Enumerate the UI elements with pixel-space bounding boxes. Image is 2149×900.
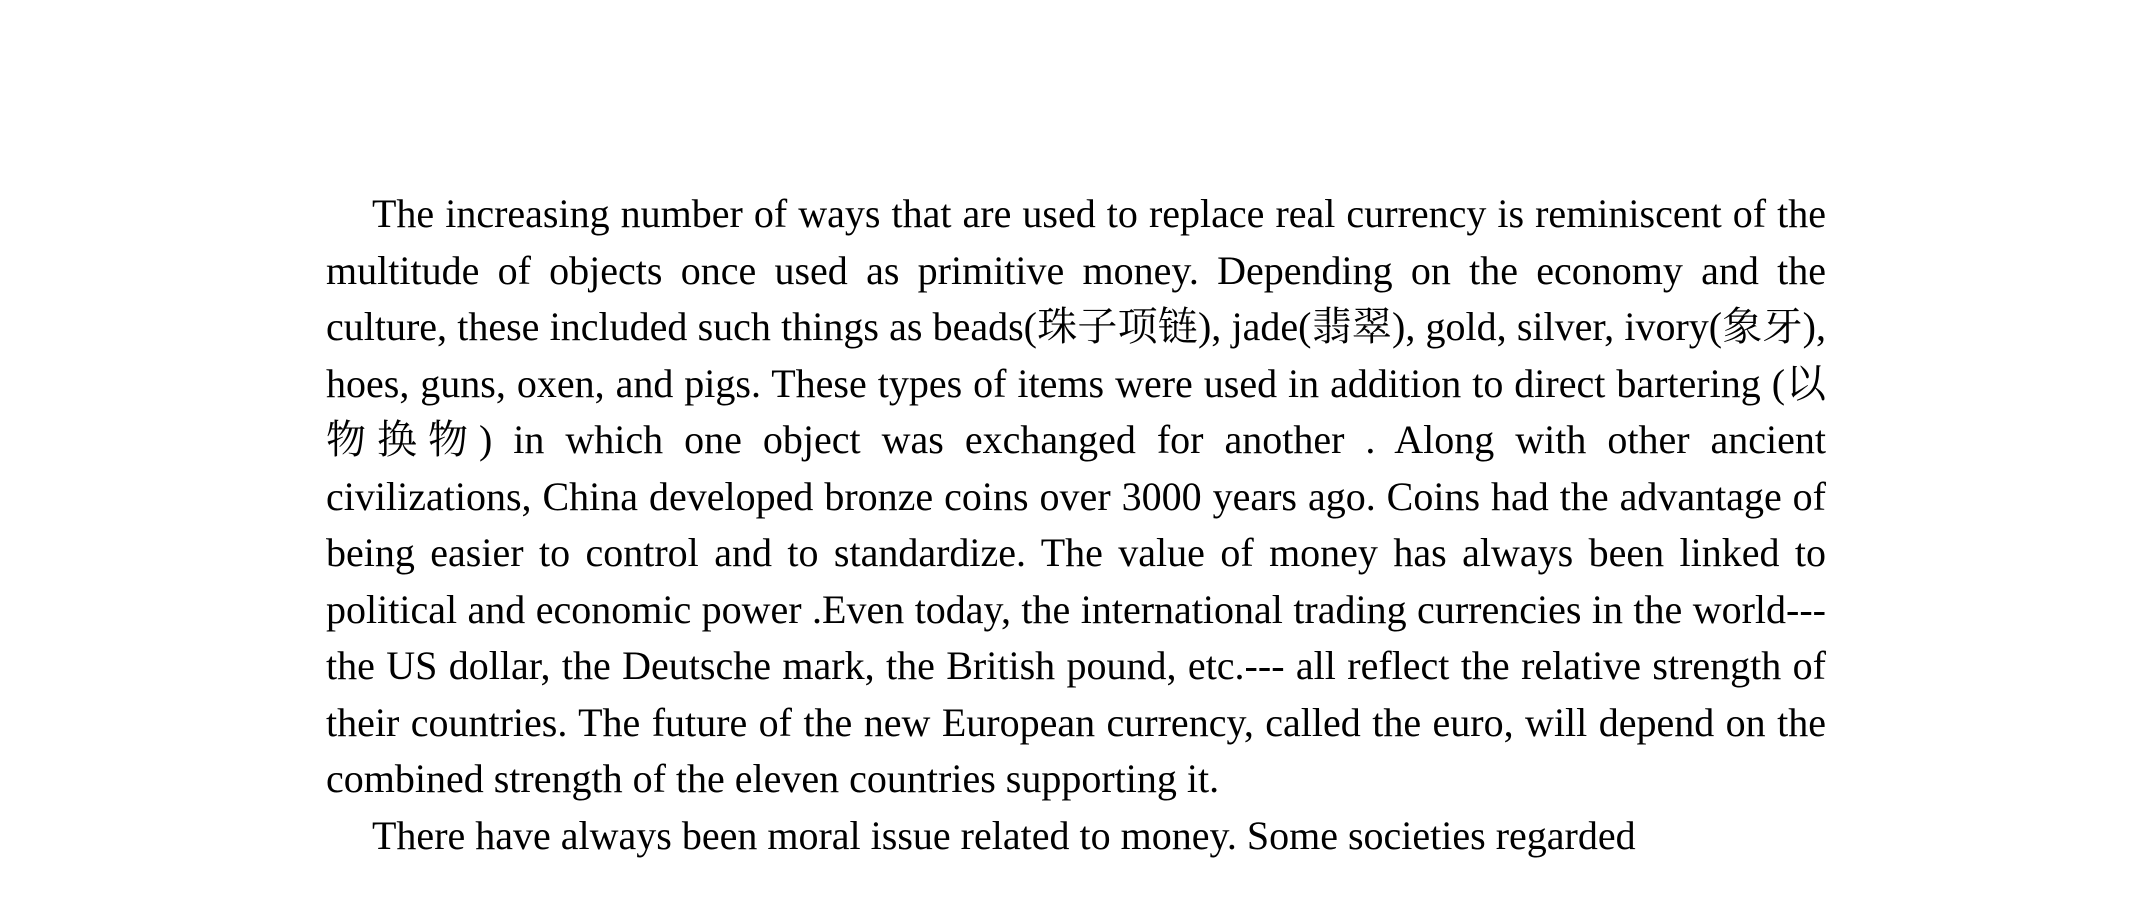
paragraph-primitive-money: The increasing number of ways that are used to replace real currency is reminiscent of the multitude of objects once used as primitive money. Depending on the economy and the culture, these included such things as beads(珠子项链), jade(翡翠), gold, silver, ivory(象牙), hoes, guns, oxen, and pigs. These types of items were used in addition to direct bartering (以物换物) in which one object was exchanged for another . Along with other ancient civilizations, China developed bronze coins over 3000 years ago. Coins had the advantage of being easier to control and to standardize. The value of money has always been linked to political and economic power .Even today, the international trading currencies in the world---the US dollar, the Deutsche mark, the British pound, etc.--- all reflect the relative strength of their countries. The future of the new European currency, called the euro, will depend on the combined strength of the eleven countries supporting it. — [326, 191, 1826, 801]
document-body — [326, 186, 1826, 864]
paragraph-moral-issues: There have always been moral issue related to money. Some societies regarded — [372, 812, 1636, 858]
